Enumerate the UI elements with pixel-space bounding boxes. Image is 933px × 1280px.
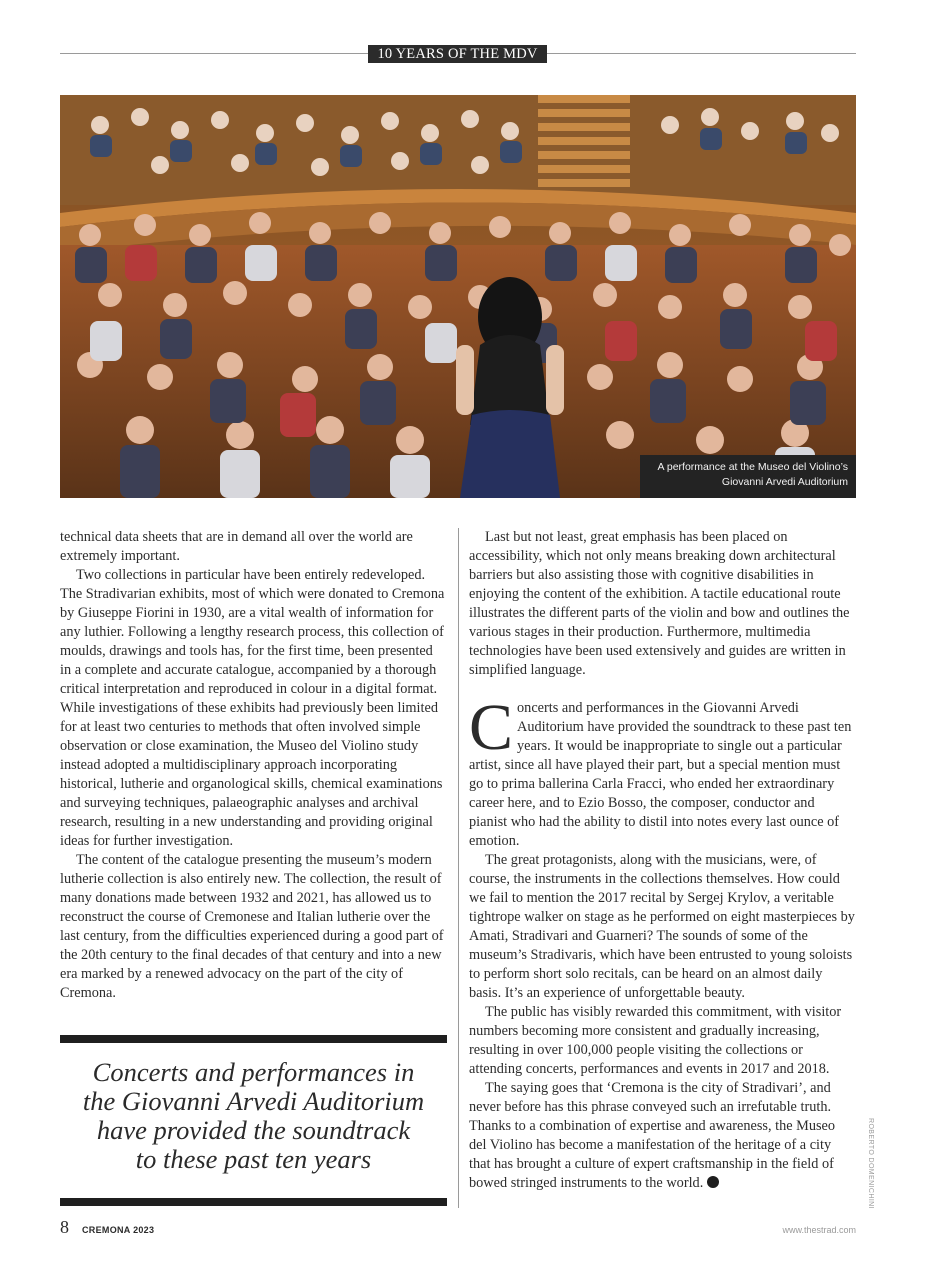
page-number: 8 xyxy=(60,1217,69,1237)
pull-quote-top-bar xyxy=(60,1035,447,1043)
right-paragraph-4: The public has visibly rewarded this commitment, with visitor numbers becoming more consistent and gradually increasing, resulting in over 100,000 people visiting the collections or attending concerts, performances and events in 2017 and 2018. xyxy=(469,1004,842,1077)
left-paragraph-1: technical data sheets that are in demand all over the world are extremely important. xyxy=(60,529,413,564)
left-column xyxy=(60,528,447,1003)
right-paragraph-5 xyxy=(469,1079,856,1193)
end-mark-icon xyxy=(707,1176,719,1188)
column-divider xyxy=(458,528,459,1208)
right-paragraph-2 xyxy=(469,691,856,851)
caption-line-1: A performance at the Museo del Violino’s xyxy=(657,461,848,473)
drop-cap: C xyxy=(469,691,514,764)
right-paragraph-5-text: The saying goes that ‘Cremona is the city of Stradivari’, and never before has this phrase conveyed such an irrefutable truth. Thanks to a combination of expertise and awareness, the Museo del Violino has become a manifestation of the heritage of a city that has brought a culture of expert craftsmanship in the field of bowed stringed instruments to the world. xyxy=(469,1080,836,1191)
pull-quote-line-2: the Giovanni Arvedi Auditorium xyxy=(82,1086,425,1116)
right-paragraph-1: Last but not least, great emphasis has been placed on accessibility, which not only means breaking down architectural barriers but also assisting those with cognitive disabilities in enjoying the content of the exhibition. A tactile educational route illustrates the different parts of the violin and bow and outlines the various stages in their production. Furthermore, multimedia technologies have been used extensively and guides are written in simplified language. xyxy=(469,529,850,678)
caption-line-2: Giovanni Arvedi Auditorium xyxy=(721,476,848,488)
pull-quote-line-4: to these past ten years xyxy=(135,1144,372,1174)
right-column xyxy=(469,528,856,1193)
pull-quote-bottom-bar xyxy=(60,1198,447,1206)
magazine-name: CREMONA 2023 xyxy=(82,1225,155,1235)
section-label: 10 YEARS OF THE MDV xyxy=(368,45,547,63)
right-paragraph-3: The great protagonists, along with the musicians, were, of course, the instruments in the collections themselves. How could we fail to mention the 2017 recital by Sergej Krylov, a veritable tightrope walker on stage as he performed on eight masterpieces by Amati, Stradivari and Guarneri? The sounds of some of the museum’s Stradivaris, which have been entrusted to young soloists to perform short solo recitals, can be heard on an almost daily basis. It’s an experience of unforgettable beauty. xyxy=(469,852,855,1001)
pull-quote-line-1: Concerts and performances in xyxy=(92,1057,415,1087)
left-paragraph-3: The content of the catalogue presenting the museum’s modern lutherie collection is also entirely new. The collection, the result of many donations made between 1932 and 2021, has allowed us to reconstruct the course of Cremonese and Italian lutherie over the last century, from the difficulties experienced during a good part of the 20th century to the final decades of that century and into a new era marked by a renewed advocacy on the part of the city of Cremona. xyxy=(60,852,444,1001)
pull-quote-line-3: have provided the soundtrack xyxy=(96,1115,411,1145)
audience-illustration xyxy=(60,95,856,498)
pull-quote xyxy=(60,1058,447,1174)
auditorium-photo xyxy=(60,95,856,498)
photo-credit: ROBERTO DOMENICHINI xyxy=(867,1118,874,1209)
right-paragraph-2-text: oncerts and performances in the Giovanni Arvedi Auditorium have provided the soundtrack to these past ten years. It would be inappropriate to single out a particular artist, since all have played their part, but a special mention must go to prima ballerina Carla Fracci, who ended her extraordinary career here, and to Ezio Bosso, the composer, conductor and pianist who had the ability to distil into notes every last ounce of emotion. xyxy=(469,700,852,849)
website-url: www.thestrad.com xyxy=(782,1225,856,1235)
left-paragraph-2: Two collections in particular have been entirely redeveloped. The Stradivarian exhibits, most of which were donated to Cremona by Giuseppe Fiorini in 1930, are a vital wealth of information for any luthier. Following a lengthy research process, this collection of moulds, drawings and tools has, for the first time, been presented in a complete and accurate catalogue, accompanied by a thorough critical interpretation and reproduced in colour in a digital format. While investigations of these exhibits had previously been limited for at least two centuries to methods that often involved simple observation or close examination, the Museo del Violino study instead adopted a multidisciplinary approach incorporating historical, lutherie and organological skills, chemical examinations and surveying techniques, palaeographic analyses and archival research, resulting in a new understanding and providing original ideas for further investigation. xyxy=(60,567,445,849)
photo-caption xyxy=(640,455,856,498)
